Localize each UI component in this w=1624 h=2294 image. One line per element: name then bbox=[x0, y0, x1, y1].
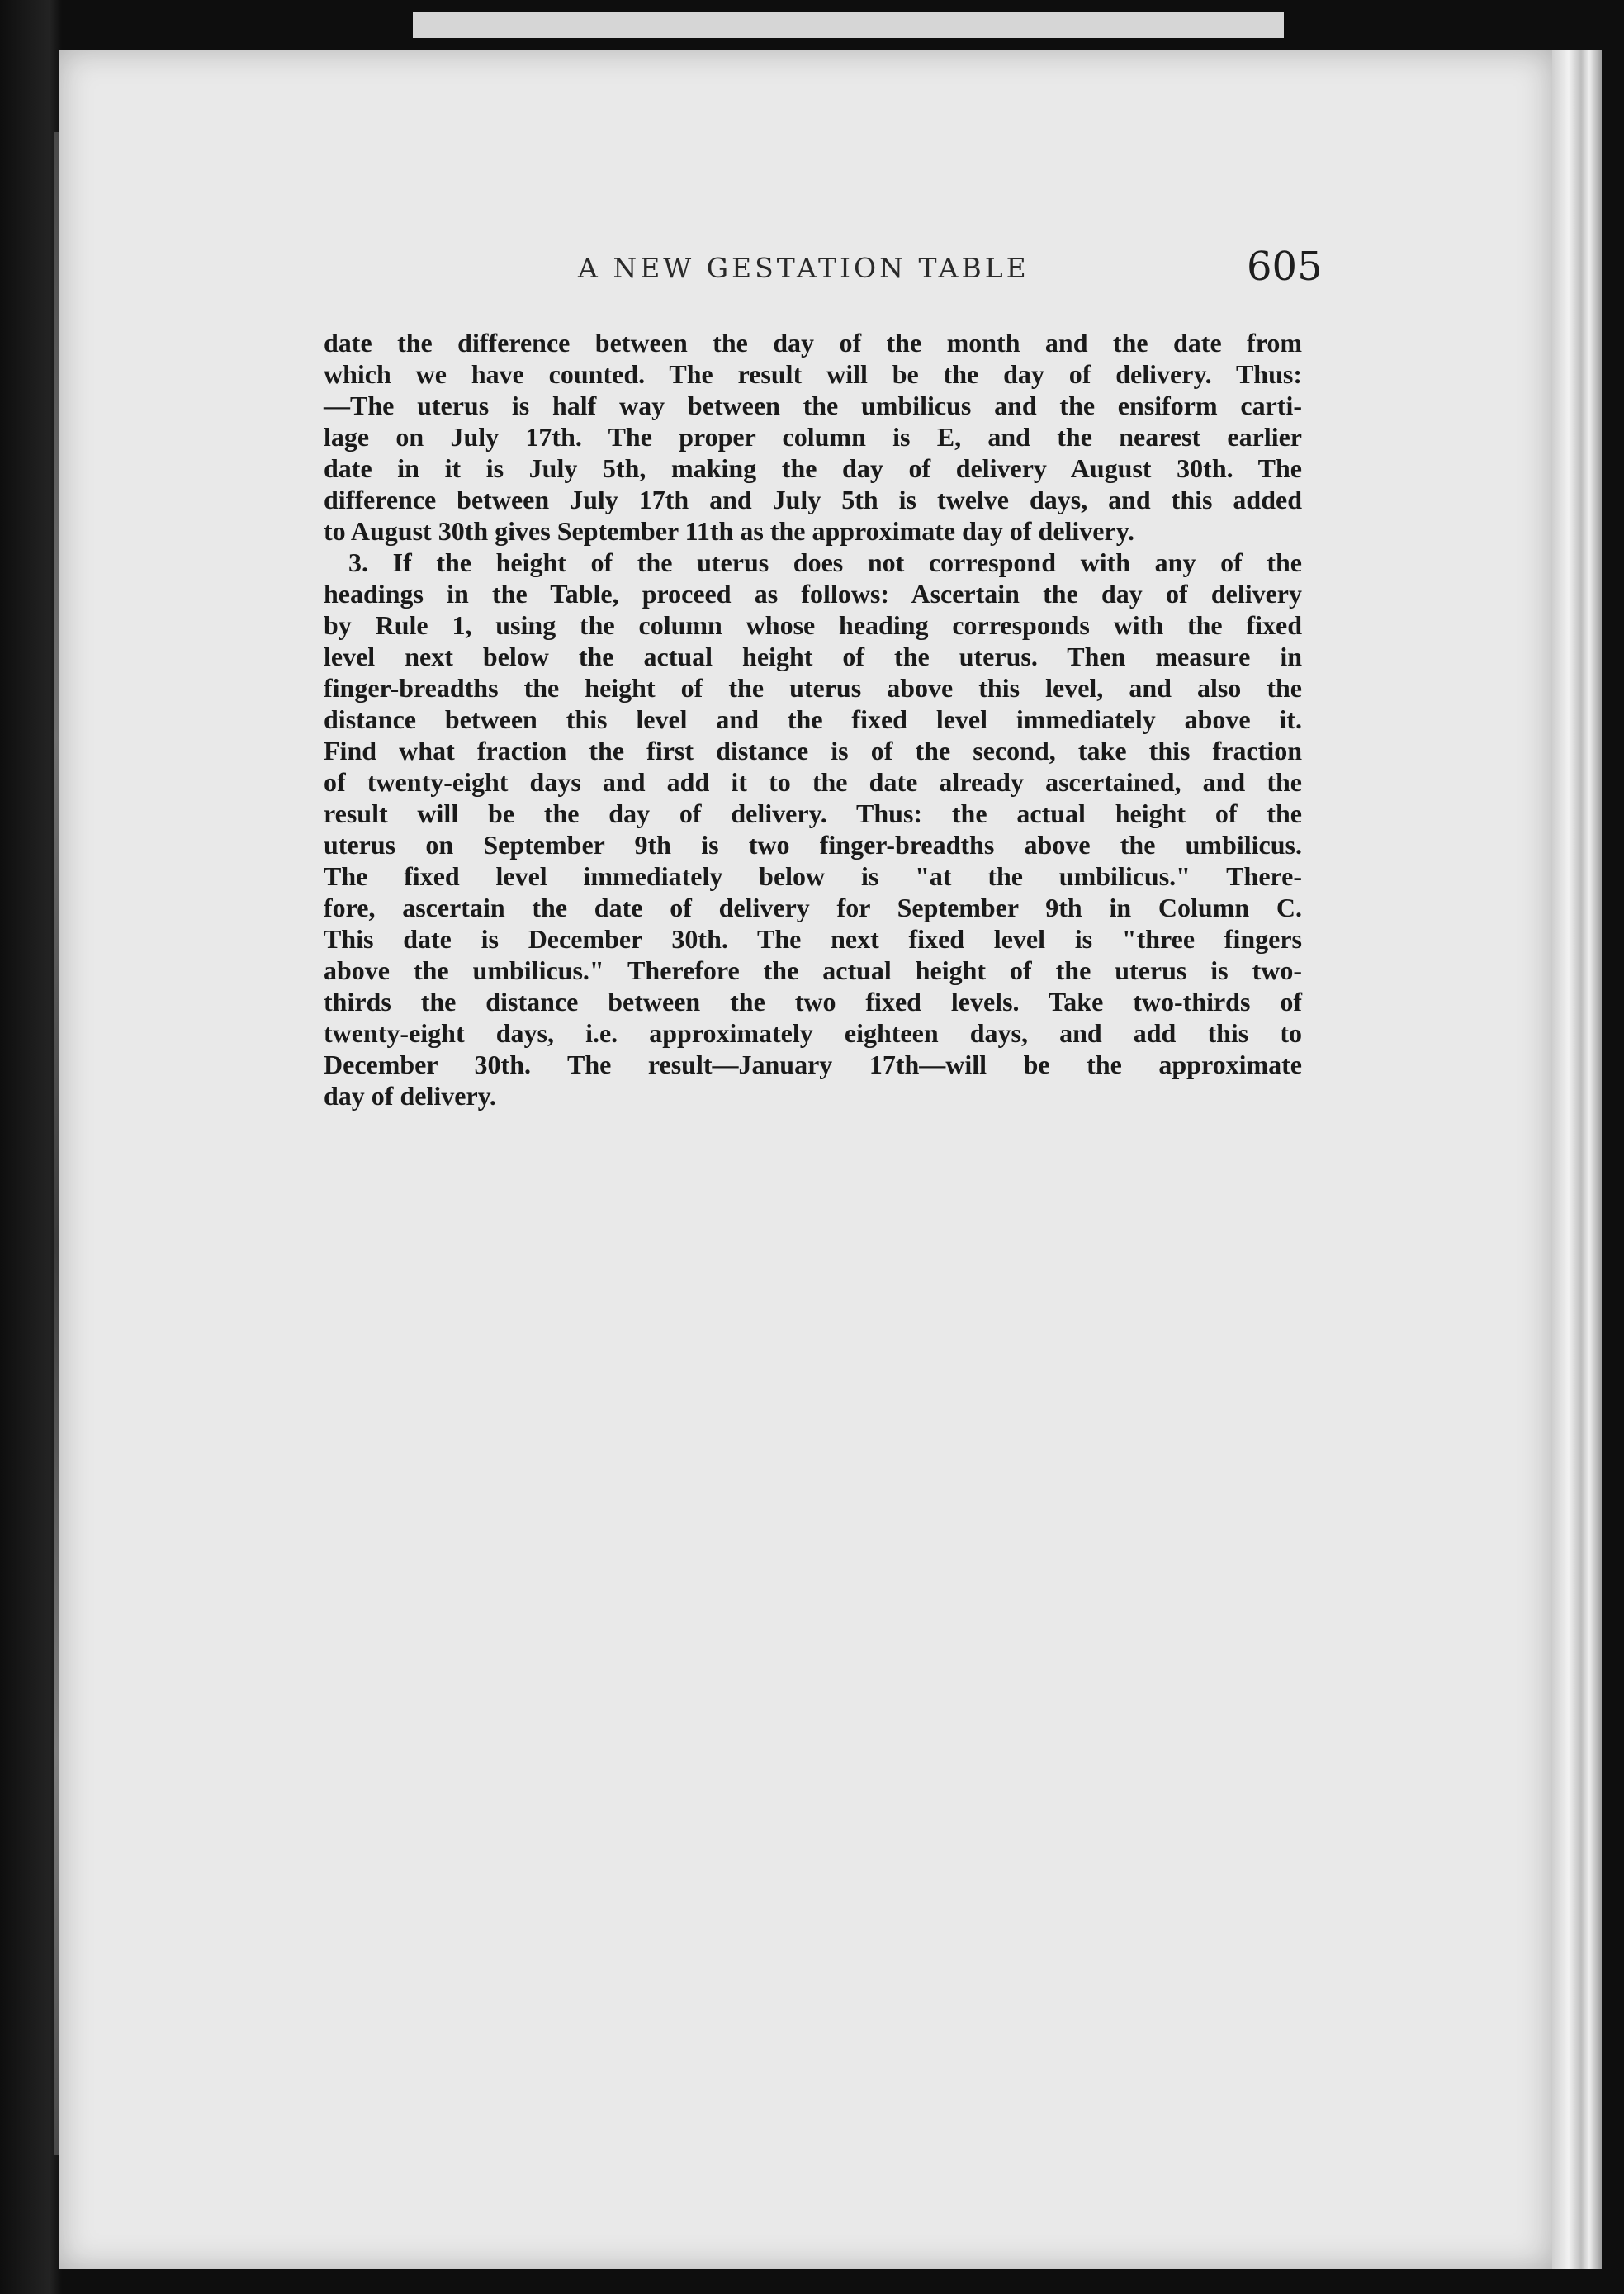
text-line: This date is December 30th. The next fixed level is "three fingers bbox=[324, 924, 1302, 954]
text-line: date the difference between the day of the month and the date from bbox=[324, 328, 1302, 358]
text-line: 3. If the height of the uterus does not correspond with any of the bbox=[348, 547, 1302, 577]
text-line: difference between July 17th and July 5th is twelve days, and this added bbox=[324, 485, 1302, 514]
text-line: by Rule 1, using the column whose heading corresponds with the fixed bbox=[324, 610, 1302, 640]
text-line: The fixed level immediately below is "at the umbilicus." There- bbox=[324, 861, 1302, 891]
page-number: 605 bbox=[1247, 244, 1323, 290]
text-line: above the umbilicus." Therefore the actual height of the uterus is two- bbox=[324, 955, 1302, 985]
text-line: lage on July 17th. The proper column is E, and the nearest earlier bbox=[324, 422, 1302, 452]
page-stack-edge bbox=[1552, 50, 1602, 2269]
text-line: to August 30th gives September 11th as the approximate day of delivery. bbox=[324, 516, 1134, 546]
text-line: headings in the Table, proceed as follows: Ascertain the day of delivery bbox=[324, 579, 1302, 609]
text-line: twenty-eight days, i.e. approximately eighteen days, and add this to bbox=[324, 1018, 1302, 1048]
running-head: A NEW GESTATION TABLE bbox=[578, 252, 1030, 284]
text-line: —The uterus is half way between the umbilicus and the ensiform carti- bbox=[324, 391, 1302, 420]
text-line: Find what fraction the first distance is of the second, take this fraction bbox=[324, 736, 1302, 765]
text-line: fore, ascertain the date of delivery for September 9th in Column C. bbox=[324, 893, 1302, 922]
text-line: date in it is July 5th, making the day of delivery August 30th. The bbox=[324, 453, 1302, 483]
body-text bbox=[324, 327, 1302, 1111]
text-line: day of delivery. bbox=[324, 1081, 496, 1111]
text-line: thirds the distance between the two fixed levels. Take two-thirds of bbox=[324, 987, 1302, 1017]
text-line: distance between this level and the fixed level immediately above it. bbox=[324, 704, 1302, 734]
top-page-strip bbox=[413, 12, 1284, 38]
text-line: finger-breadths the height of the uterus above this level, and also the bbox=[324, 673, 1302, 703]
text-line: level next below the actual height of the uterus. Then measure in bbox=[324, 642, 1302, 671]
text-line: which we have counted. The result will be the day of delivery. Thus: bbox=[324, 359, 1302, 389]
text-line: of twenty-eight days and add it to the date already ascertained, and the bbox=[324, 767, 1302, 797]
text-line: uterus on September 9th is two finger-breadths above the umbilicus. bbox=[324, 830, 1302, 860]
text-line: December 30th. The result—January 17th—will be the approximate bbox=[324, 1050, 1302, 1079]
text-line: result will be the day of delivery. Thus: the actual height of the bbox=[324, 799, 1302, 828]
